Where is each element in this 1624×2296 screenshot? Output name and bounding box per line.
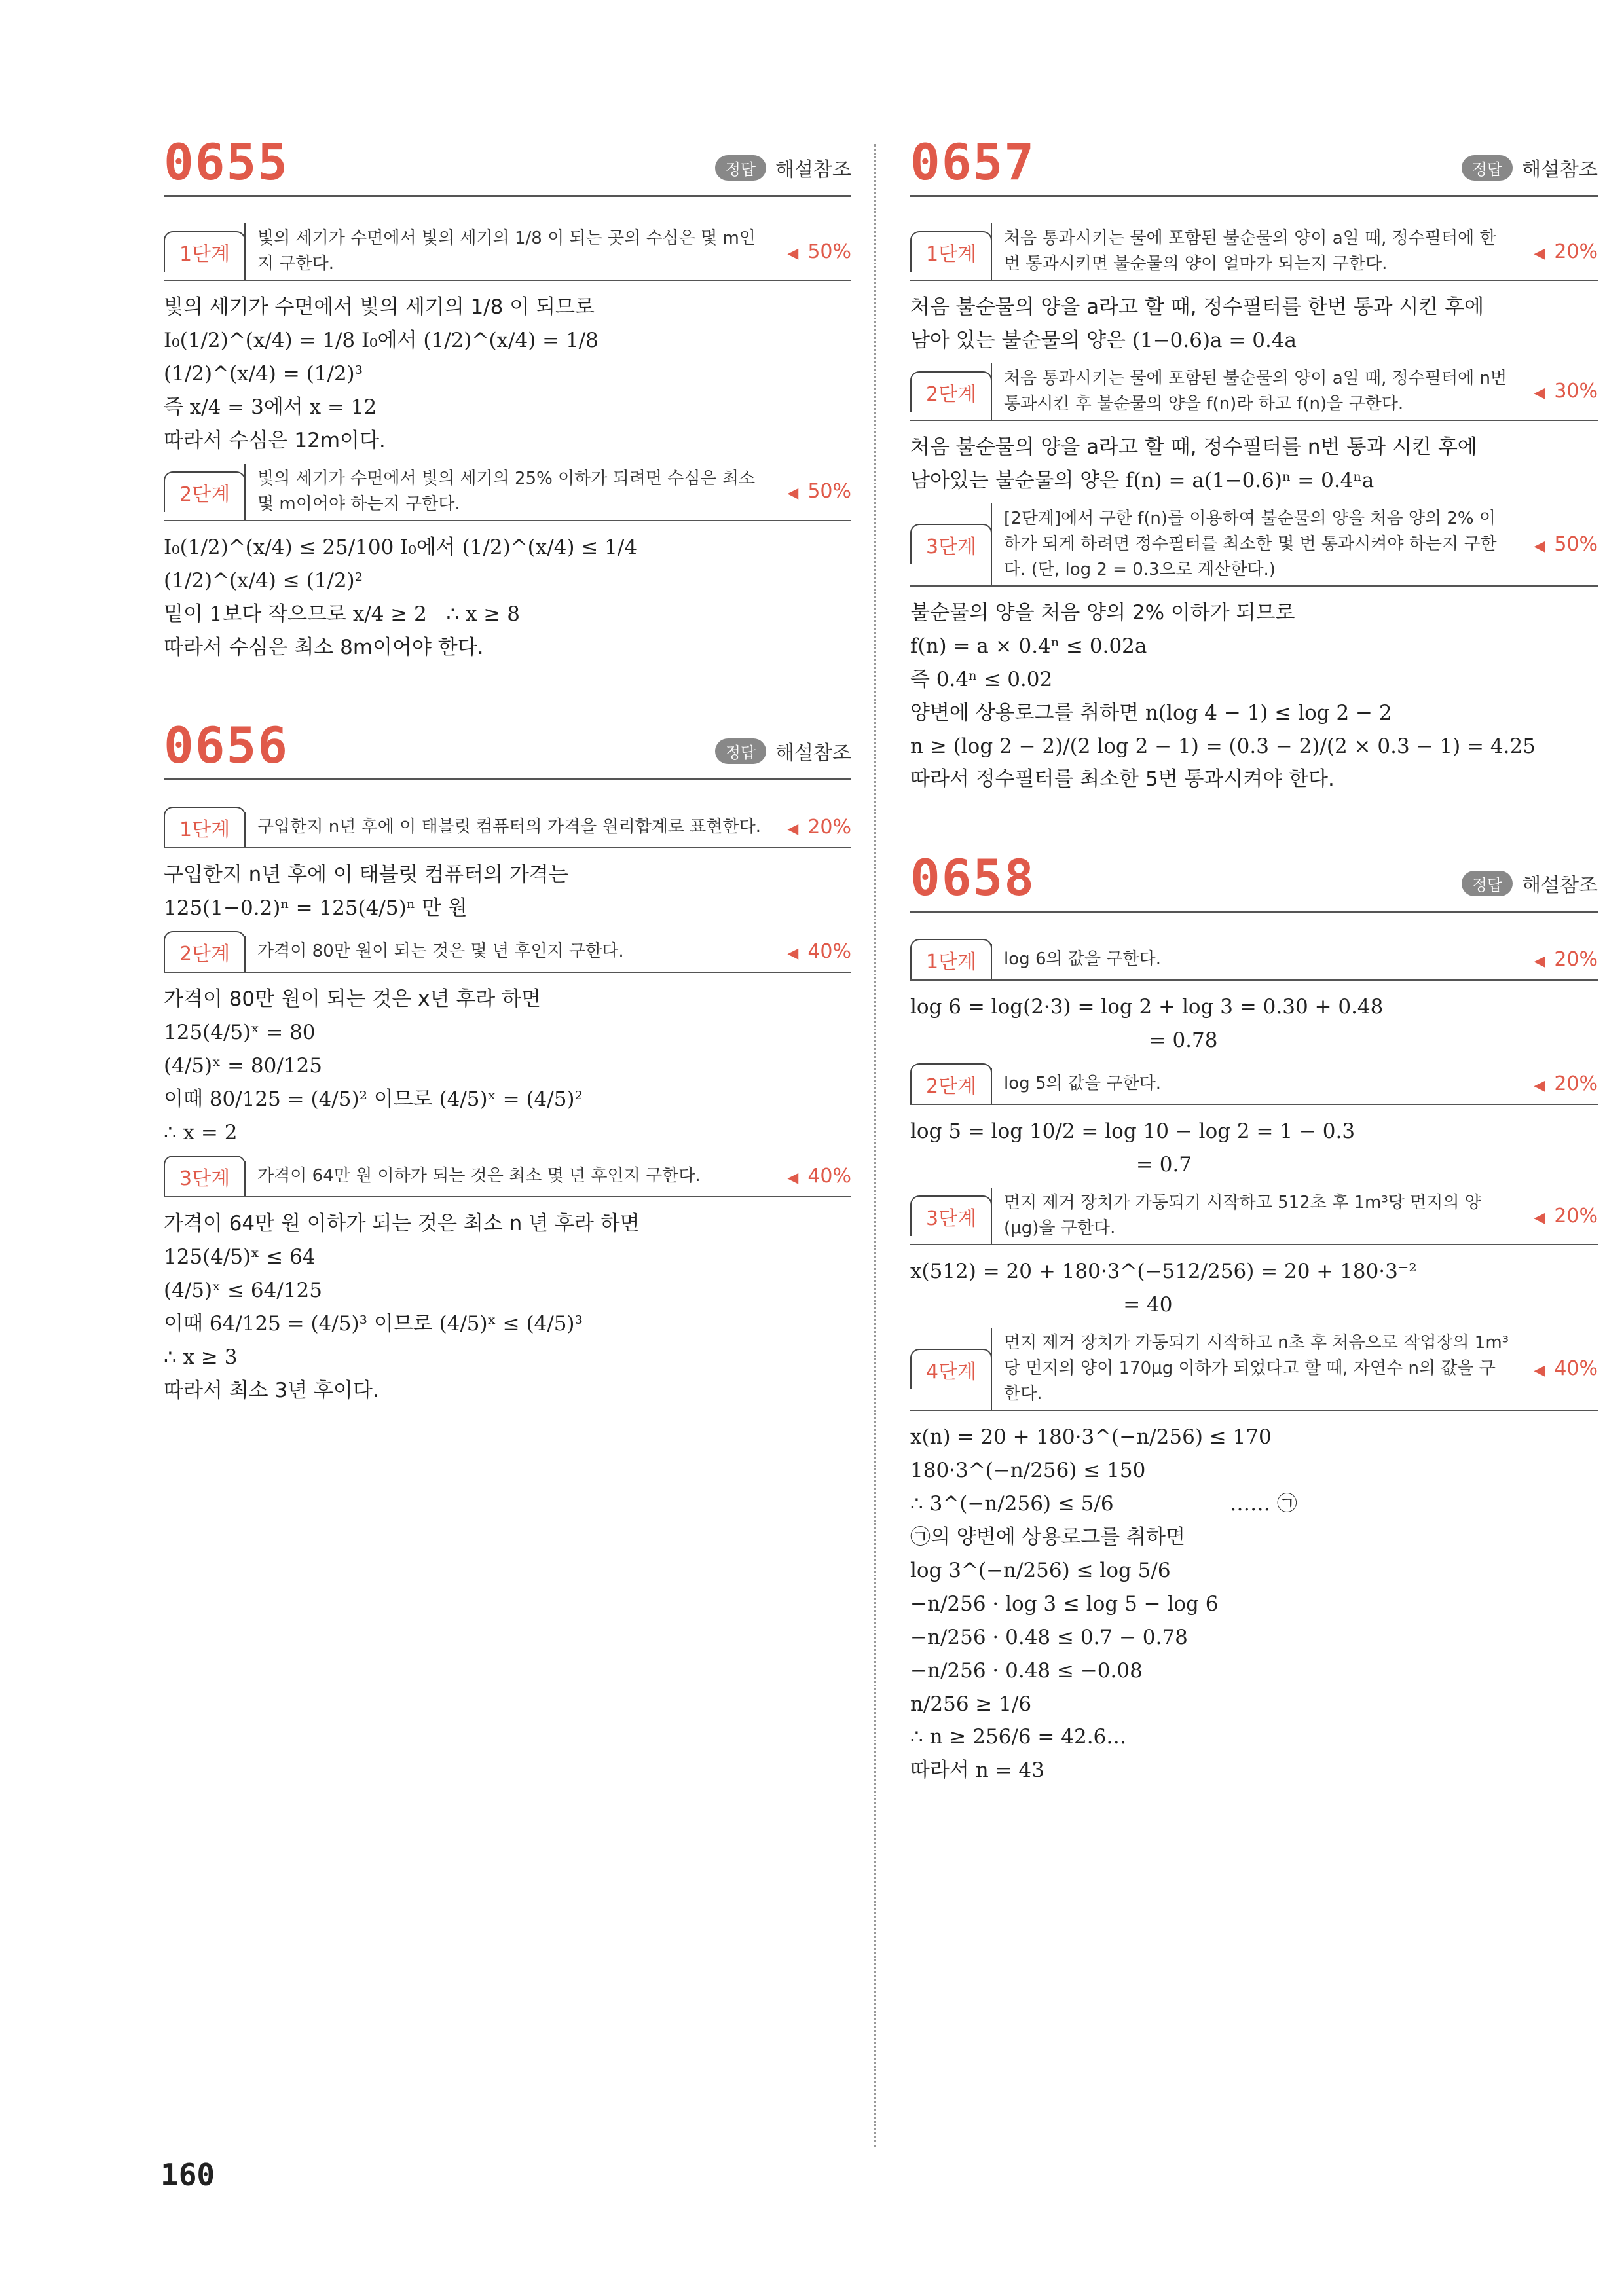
solution-line: I₀(1/2)^(x/4) = 1/8 I₀에서 (1/2)^(x/4) = 1/8	[164, 328, 599, 352]
answer-label	[715, 737, 851, 765]
solution-line: log 3^(−n/256) ≤ log 5/6	[910, 1558, 1171, 1582]
solution-line: f(n) = a × 0.4ⁿ ≤ 0.02a	[910, 634, 1147, 658]
solution-line: 따라서 최소 3년 후이다.	[164, 1378, 379, 1402]
right-column	[910, 133, 1598, 1844]
step-description: log 5의 값을 구한다.	[991, 1068, 1523, 1099]
step-score	[1523, 1357, 1598, 1380]
solution-line: = 40	[910, 1293, 1173, 1317]
step-label: 2단계	[910, 1063, 992, 1104]
step-label: 1단계	[910, 231, 992, 272]
solution-line: −n/256 · 0.48 ≤ 0.7 − 0.78	[910, 1625, 1188, 1649]
step-percent: 20%	[807, 815, 851, 839]
step-label: 3단계	[910, 1195, 992, 1236]
solution-line: 처음 불순물의 양을 a라고 할 때, 정수필터를 n번 통과 시킨 후에	[910, 435, 1477, 459]
step-label: 1단계	[910, 939, 992, 979]
solution-line: 따라서 n = 43	[910, 1758, 1044, 1783]
step-percent: 50%	[1554, 532, 1598, 556]
solution-line: (1/2)^(x/4) ≤ (1/2)²	[164, 568, 363, 592]
triangle-left-icon: ◀	[787, 945, 799, 962]
solution-line: 남아있는 불순물의 양은 f(n) = a(1−0.6)ⁿ = 0.4ⁿa	[910, 468, 1375, 492]
problem-header	[910, 133, 1598, 197]
solution-line: 빛의 세기가 수면에서 빛의 세기의 1/8 이 되므로	[164, 295, 595, 319]
triangle-left-icon: ◀	[1534, 538, 1545, 555]
step-description: 빛의 세기가 수면에서 빛의 세기의 25% 이하가 되려면 수심은 최소 몇 m이어야 하는지 구한다.	[244, 464, 777, 520]
solution-line: 남아 있는 불순물의 양은 (1−0.6)a = 0.4a	[910, 328, 1297, 352]
solution-line: 양변에 상용로그를 취하면 n(log 4 − 1) ≤ log 2 − 2	[910, 701, 1392, 725]
step-percent: 30%	[1554, 380, 1598, 403]
solution-line: x(n) = 20 + 180·3^(−n/256) ≤ 170	[910, 1425, 1272, 1449]
step-box	[164, 1156, 851, 1197]
triangle-left-icon: ◀	[1534, 245, 1545, 262]
triangle-left-icon: ◀	[787, 820, 799, 837]
answer-badge: 정답	[715, 155, 766, 181]
solution-line: 즉 x/4 = 3에서 x = 12	[164, 395, 377, 419]
problem-number: 0658	[910, 848, 1036, 907]
solution-line: x(512) = 20 + 180·3^(−512/256) = 20 + 180·3⁻²	[910, 1260, 1417, 1284]
left-column	[164, 133, 851, 1465]
triangle-left-icon: ◀	[1534, 1209, 1545, 1226]
step-percent: 50%	[807, 480, 851, 503]
step-box	[910, 939, 1598, 981]
step-label: 4단계	[910, 1349, 992, 1389]
step-box	[164, 464, 851, 521]
step-score	[777, 940, 851, 963]
solution-line: 즉 0.4ⁿ ≤ 0.02	[910, 667, 1053, 691]
step-percent: 40%	[1554, 1357, 1598, 1380]
problem-number: 0656	[164, 716, 289, 775]
solution-line: n/256 ≥ 1/6	[910, 1692, 1032, 1716]
triangle-left-icon: ◀	[787, 1169, 799, 1186]
step-description: 구입한지 n년 후에 이 태블릿 컴퓨터의 가격을 원리합계로 표현한다.	[244, 812, 777, 843]
answer-badge: 정답	[715, 738, 766, 764]
step-box	[910, 1188, 1598, 1245]
step-score	[1523, 948, 1598, 971]
solution-line: (4/5)ˣ ≤ 64/125	[164, 1278, 322, 1302]
triangle-left-icon: ◀	[787, 245, 799, 262]
triangle-left-icon: ◀	[1534, 385, 1545, 402]
step-label: 1단계	[164, 807, 246, 847]
solution-line: 따라서 수심은 12m이다.	[164, 428, 386, 452]
step-label: 2단계	[164, 471, 246, 512]
step-score	[777, 816, 851, 839]
triangle-left-icon: ◀	[787, 485, 799, 502]
step-description: 처음 통과시키는 물에 포함된 불순물의 양이 a일 때, 정수필터에 한 번 통과시키면 불순물의 양이 얼마가 되는지 구한다.	[991, 223, 1523, 280]
solution-line: −n/256 · 0.48 ≤ −0.08	[910, 1658, 1143, 1683]
solution-line: n ≥ (log 2 − 2)/(2 log 2 − 1) = (0.3 − 2)/(2 × 0.3 − 1) = 4.25	[910, 734, 1536, 758]
step-box	[164, 807, 851, 848]
solution-line: (1/2)^(x/4) = (1/2)³	[164, 361, 363, 386]
problem-header	[910, 848, 1598, 913]
answer-text: 해설참조	[775, 158, 851, 181]
solution-line: ∴ x ≥ 3	[164, 1345, 238, 1369]
step-description: log 6의 값을 구한다.	[991, 944, 1523, 975]
answer-badge: 정답	[1462, 155, 1513, 181]
solution-line: ∴ n ≥ 256/6 = 42.6…	[910, 1725, 1127, 1749]
step-percent: 20%	[1554, 1204, 1598, 1228]
step-score	[1523, 1205, 1598, 1228]
solution-line: log 5 = log 10/2 = log 10 − log 2 = 1 − 0.3	[910, 1120, 1356, 1144]
step-label: 2단계	[164, 931, 246, 972]
step-score	[1523, 1072, 1598, 1095]
problem-number: 0655	[164, 133, 289, 191]
answer-label	[715, 153, 851, 182]
solution-line: 밑이 1보다 작으므로 x/4 ≥ 2 ∴ x ≥ 8	[164, 602, 520, 626]
step-description: 먼지 제거 장치가 가동되기 시작하고 n초 후 처음으로 작업장의 1m³당 먼지의 양이 170μg 이하가 되었다고 할 때, 자연수 n의 값을 구한다.	[991, 1328, 1523, 1410]
solution-line: 125(4/5)ˣ ≤ 64	[164, 1245, 316, 1269]
step-box	[910, 1063, 1598, 1105]
solution-line: −n/256 · log 3 ≤ log 5 − log 6	[910, 1592, 1219, 1616]
solution-line: 따라서 수심은 최소 8m이어야 한다.	[164, 635, 484, 659]
step-description: [2단계]에서 구한 f(n)를 이용하여 불순물의 양을 처음 양의 2% 이하가 되게 하려면 정수필터를 최소한 몇 번 통과시켜야 하는지 구한다. (단, log 2 = 0.3으로 계산한다.)	[991, 503, 1523, 585]
solution-line: 구입한지 n년 후에 이 태블릿 컴퓨터의 가격는	[164, 863, 568, 887]
solution-line: ∴ x = 2	[164, 1121, 238, 1145]
solution-line: 이때 64/125 = (4/5)³ 이므로 (4/5)ˣ ≤ (4/5)³	[164, 1311, 583, 1336]
step-box	[910, 503, 1598, 587]
step-percent: 20%	[1554, 947, 1598, 971]
solution-line: 180·3^(−n/256) ≤ 150	[910, 1458, 1146, 1482]
answer-label	[1462, 869, 1598, 898]
step-description: 처음 통과시키는 물에 포함된 불순물의 양이 a일 때, 정수필터에 n번 통과시킨 후 불순물의 양을 f(n)라 하고 f(n)을 구한다.	[991, 363, 1523, 420]
answer-text: 해설참조	[775, 742, 851, 765]
solution-line: 가격이 80만 원이 되는 것은 x년 후라 하면	[164, 987, 541, 1011]
triangle-left-icon: ◀	[1534, 1362, 1545, 1379]
step-box	[164, 223, 851, 281]
step-box	[910, 223, 1598, 281]
problem-header	[164, 133, 851, 197]
step-score	[1523, 240, 1598, 263]
solution-line: 125(4/5)ˣ = 80	[164, 1021, 316, 1045]
step-description: 빛의 세기가 수면에서 빛의 세기의 1/8 이 되는 곳의 수심은 몇 m인지 구한다.	[244, 223, 777, 280]
column-divider	[874, 144, 876, 2147]
solution-line: 가격이 64만 원 이하가 되는 것은 최소 n 년 후라 하면	[164, 1212, 640, 1235]
step-label: 1단계	[164, 231, 246, 272]
problem-header	[164, 716, 851, 780]
step-percent: 40%	[807, 939, 851, 963]
solution-line: ∴ 3^(−n/256) ≤ 5/6 …… ㉠	[910, 1491, 1297, 1516]
problem-0657	[910, 133, 1598, 794]
step-score	[1523, 380, 1598, 403]
solution-line: 불순물의 양을 처음 양의 2% 이하가 되므로	[910, 600, 1295, 625]
solution-line: (4/5)ˣ = 80/125	[164, 1054, 322, 1078]
solution-line: log 6 = log(2·3) = log 2 + log 3 = 0.30 + 0.48	[910, 995, 1384, 1019]
step-percent: 20%	[1554, 1072, 1598, 1095]
step-score	[777, 480, 851, 503]
step-percent: 20%	[1554, 240, 1598, 263]
step-description: 가격이 64만 원 이하가 되는 것은 최소 몇 년 후인지 구한다.	[244, 1161, 777, 1192]
step-box	[910, 1328, 1598, 1411]
step-score	[777, 1165, 851, 1188]
solution-line: 따라서 정수필터를 최소한 5번 통과시켜야 한다.	[910, 767, 1335, 792]
step-score	[777, 240, 851, 263]
page-number: 160	[160, 2157, 215, 2193]
solution-line: 125(1−0.2)ⁿ = 125(4/5)ⁿ 만 원	[164, 896, 468, 920]
answer-badge: 정답	[1462, 871, 1513, 896]
answer-label	[1462, 153, 1598, 182]
solution-line: = 0.78	[910, 1029, 1218, 1053]
step-percent: 50%	[807, 240, 851, 263]
problem-number: 0657	[910, 133, 1036, 191]
problem-0658	[910, 848, 1598, 1785]
step-description: 가격이 80만 원이 되는 것은 몇 년 후인지 구한다.	[244, 936, 777, 967]
answer-text: 해설참조	[1522, 874, 1598, 898]
step-label: 3단계	[164, 1156, 246, 1196]
triangle-left-icon: ◀	[1534, 1077, 1545, 1094]
step-box	[164, 931, 851, 973]
step-label: 3단계	[910, 524, 992, 564]
solution-line: I₀(1/2)^(x/4) ≤ 25/100 I₀에서 (1/2)^(x/4) ≤ 1/4	[164, 535, 638, 559]
step-box	[910, 363, 1598, 421]
answer-text: 해설참조	[1522, 158, 1598, 181]
step-label: 2단계	[910, 371, 992, 412]
solution-line: = 0.7	[910, 1153, 1192, 1177]
solution-line: ㉠의 양변에 상용로그를 취하면	[910, 1525, 1185, 1549]
problem-0655	[164, 133, 851, 662]
solution-line: 이때 80/125 = (4/5)² 이므로 (4/5)ˣ = (4/5)²	[164, 1087, 583, 1112]
step-score	[1523, 533, 1598, 556]
triangle-left-icon: ◀	[1534, 953, 1545, 970]
solution-line: 처음 불순물의 양을 a라고 할 때, 정수필터를 한번 통과 시킨 후에	[910, 295, 1485, 319]
problem-0656	[164, 716, 851, 1405]
step-description: 먼지 제거 장치가 가동되기 시작하고 512초 후 1m³당 먼지의 양 (μg)을 구한다.	[991, 1188, 1523, 1244]
step-percent: 40%	[807, 1164, 851, 1188]
